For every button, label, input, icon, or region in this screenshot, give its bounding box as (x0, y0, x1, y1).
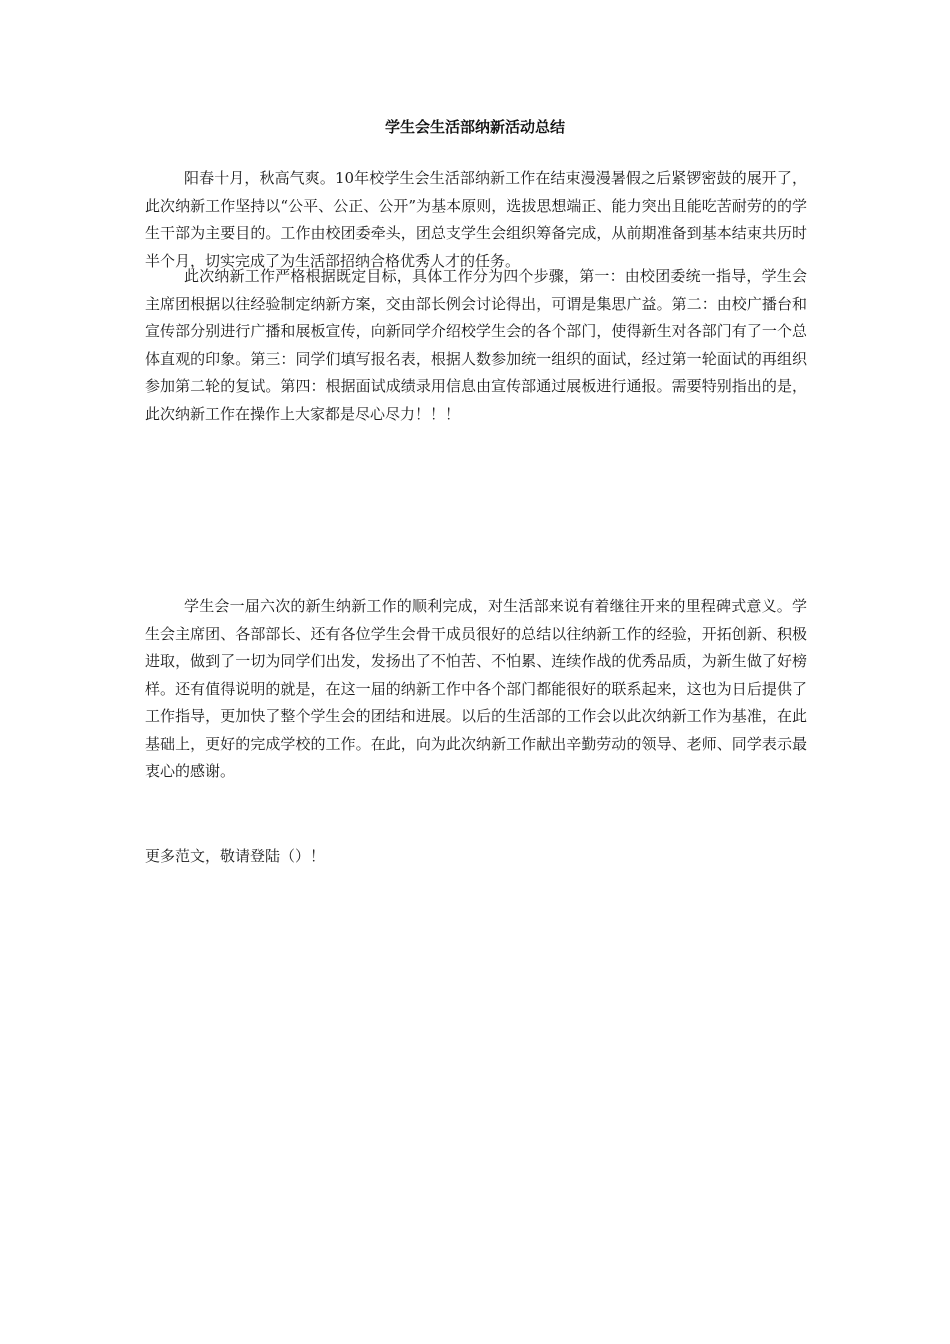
closing-line: 更多范文，敬请登陆（）！ (145, 847, 326, 865)
paragraph-3: 学生会一届六次的新生纳新工作的顺利完成，对生活部来说有着继往开来的里程碑式意义。学生会主席团、各部部长、还有各位学生会骨干成员很好的总结以往纳新工作的经验，开拓创新、积极进取，做到了一切为同学们出发，发扬出了不怕苦、不怕累、连续作战的优秀品质，为新生做了好榜样。还有值得说明的就是，在这一届的纳新工作中各个部门都能很好的联系起来，这也为日后提供了工作指导，更加快了整个学生会的团结和进展。以后的生活部的工作会以此次纳新工作为基准，在此基础上，更好的完成学校的工作。在此，向为此次纳新工作献出辛勤劳动的领导、老师、同学表示最衷心的感谢。 (145, 597, 807, 780)
document-title: 学生会生活部纳新活动总结 (384, 118, 565, 136)
paragraph-1: 阳春十月，秋高气爽。10年校学生会生活部纳新工作在结束漫漫暑假之后紧锣密鼓的展开了，此次纳新工作坚持以“公平、公正、公开”为基本原则，选拔思想端正、能力突出且能吃苦耐劳的的学生干部为主要目的。工作由校团委牵头，团总支学生会组织筹备完成，从前期准备到基本结束共历时半个月，切实完成了为生活部招纳合格优秀人才的任务。 (145, 169, 807, 270)
paragraph-2: 此次纳新工作严格根据既定目标，具体工作分为四个步骤，第一：由校团委统一指导，学生会主席团根据以往经验制定纳新方案，交由部长例会讨论得出，可谓是集思广益。第二：由校广播台和宣传部分别进行广播和展板宣传，向新同学介绍校学生会的各个部门，使得新生对各部门有了一个总体直观的印象。第三：同学们填写报名表，根据人数参加统一组织的面试，经过第一轮面试的再组织参加第二轮的复试。第四：根据面试成绩录用信息由宣传部通过展板进行通报。需要特别指出的是，此次纳新工作在操作上大家都是尽心尽力！！！ (145, 267, 807, 423)
